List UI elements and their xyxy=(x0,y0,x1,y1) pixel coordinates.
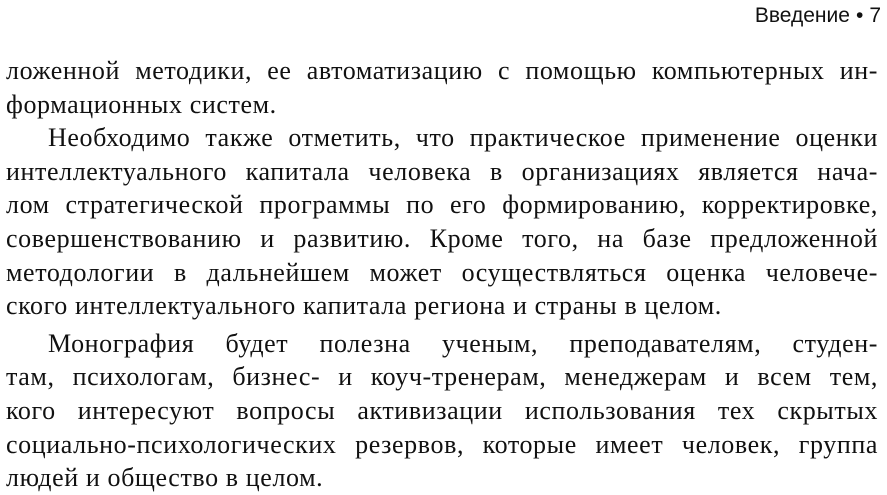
text-line: кого интересуют вопросы активизации использования тех скрытых xyxy=(6,395,878,425)
paragraph xyxy=(6,54,878,121)
text-line: ского интеллектуального капитала региона и страны в целом. xyxy=(6,291,722,321)
text-line: совершенствованию и развитию. Кроме того, на базе предложенной xyxy=(6,223,878,253)
text-line: Монография будет полезна ученым, преподавателям, студен- xyxy=(48,328,878,358)
body-text xyxy=(6,54,878,495)
text-line: социально-психологических резервов, которые имеет человек, группа xyxy=(6,429,878,459)
text-line: людей и общество в целом. xyxy=(6,463,324,493)
text-line: ложенной методики, ее автоматизацию с помощью компьютерных ин- xyxy=(6,56,878,85)
text-line: формационных систем. xyxy=(6,89,277,119)
running-header xyxy=(755,3,881,29)
text-line: Необходимо также отметить, что практическое применение оценки xyxy=(48,123,878,153)
section-title: Введение xyxy=(754,4,850,27)
paragraph xyxy=(6,327,878,495)
header-bullet: • xyxy=(855,4,864,27)
paragraph xyxy=(6,121,878,323)
text-line: методологии в дальнейшем может осуществляться оценка человече- xyxy=(6,257,878,287)
text-line: интеллектуального капитала человека в организациях является нача- xyxy=(6,156,878,186)
text-line: там, психологам, бизнес- и коуч-тренерам, менеджерам и всем тем, xyxy=(6,362,878,392)
page-number: 7 xyxy=(869,4,881,27)
text-line: лом стратегической программы по его формированию, корректировке, xyxy=(6,190,878,220)
